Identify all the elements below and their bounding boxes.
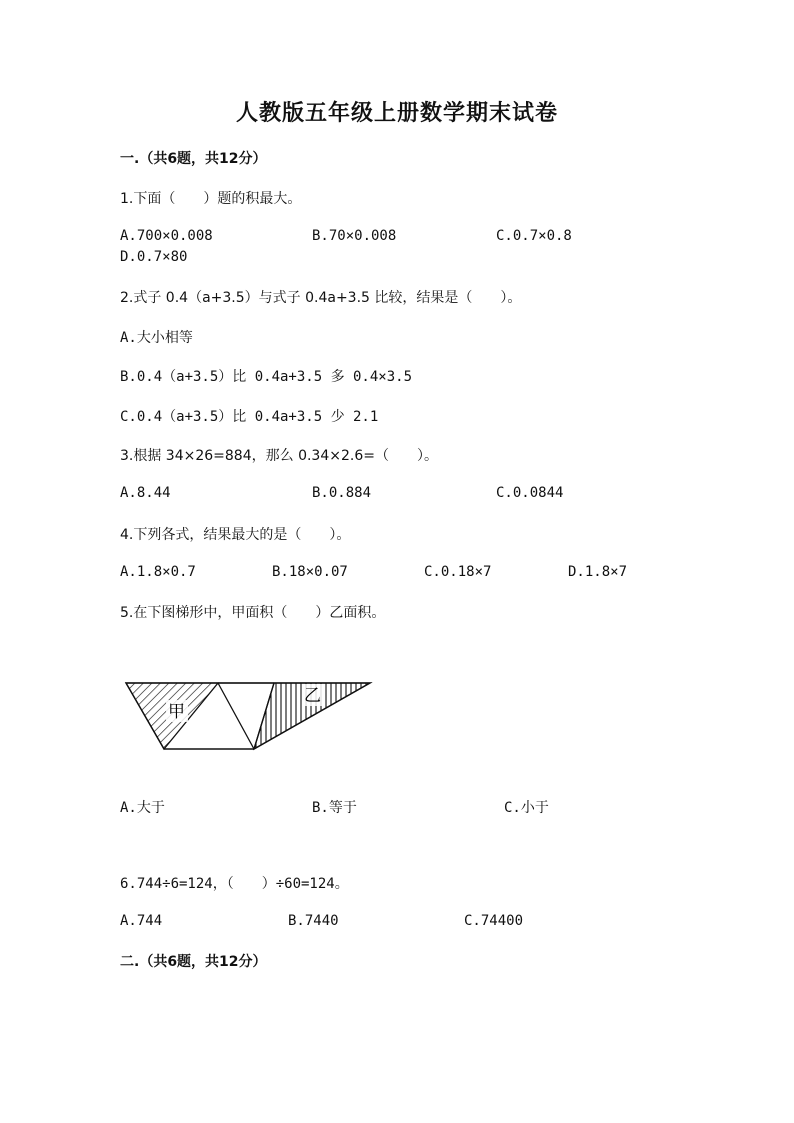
- question-6-option-b[interactable]: B.7440: [288, 913, 339, 929]
- trapezoid-figure: [120, 672, 380, 762]
- question-6-stem: 6.744÷6=124，（ ）÷60=124。: [120, 876, 349, 892]
- question-1-option-d[interactable]: D.0.7×80: [120, 249, 188, 265]
- page-title: 人教版五年级上册数学期末试卷: [235, 100, 558, 126]
- question-1-option-a[interactable]: A.700×0.008: [120, 228, 213, 244]
- question-3-option-a[interactable]: A.8.44: [120, 485, 171, 501]
- section-header-2: 二.（共6题，共12分）: [120, 954, 267, 970]
- question-5-option-b[interactable]: B.等于: [312, 800, 357, 816]
- section-header-1: 一.（共6题，共12分）: [120, 151, 267, 167]
- question-3-option-b[interactable]: B.0.884: [312, 485, 372, 501]
- question-4-stem: 4.下列各式，结果最大的是（ ）。: [120, 527, 351, 543]
- question-4-option-c[interactable]: C.0.18×7: [424, 564, 492, 580]
- question-5-option-a[interactable]: A.大于: [120, 800, 165, 816]
- figure-label-jia: 甲: [168, 702, 185, 722]
- figure-label-yi: 乙: [304, 686, 321, 706]
- question-1-option-c[interactable]: C.0.7×0.8: [496, 228, 572, 244]
- question-3-option-c[interactable]: C.0.0844: [496, 485, 564, 501]
- question-2-option-c[interactable]: C.0.4（a+3.5）比 0.4a+3.5 少 2.1: [120, 409, 379, 425]
- question-2-option-a[interactable]: A.大小相等: [120, 330, 193, 346]
- question-6-option-a[interactable]: A.744: [120, 913, 163, 929]
- question-1-option-b[interactable]: B.70×0.008: [312, 228, 397, 244]
- question-2-stem: 2.式子 0.4（a+3.5）与式子 0.4a+3.5 比较，结果是（ ）。: [120, 290, 522, 306]
- question-4-option-a[interactable]: A.1.8×0.7: [120, 564, 196, 580]
- question-3-stem: 3.根据 34×26=884，那么 0.34×2.6=（ ）。: [120, 448, 438, 464]
- question-6-option-c[interactable]: C.74400: [464, 913, 524, 929]
- question-4-option-b[interactable]: B.18×0.07: [272, 564, 348, 580]
- question-5-stem: 5.在下图梯形中，甲面积（ ）乙面积。: [120, 605, 386, 621]
- question-5-option-c[interactable]: C.小于: [504, 800, 549, 816]
- question-1-stem: 1.下面（ ）题的积最大。: [120, 191, 302, 207]
- question-2-option-b[interactable]: B.0.4（a+3.5）比 0.4a+3.5 多 0.4×3.5: [120, 369, 413, 385]
- question-4-option-d[interactable]: D.1.8×7: [568, 564, 628, 580]
